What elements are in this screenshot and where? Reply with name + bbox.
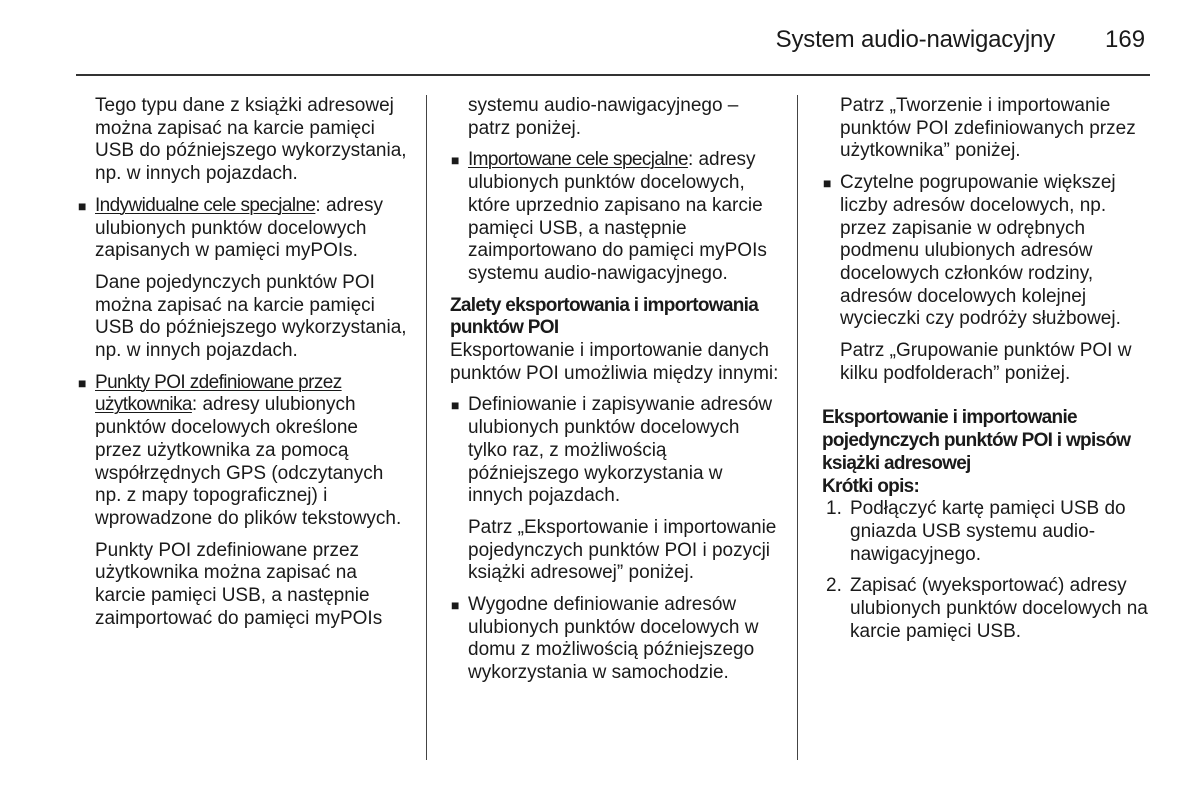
paragraph: Patrz „Grupowanie punktów POI w kilku podfolderach” poniżej. — [840, 340, 1132, 384]
paragraph: systemu audio-nawigacyjnego – patrz poniżej. — [468, 95, 739, 139]
column-3 — [822, 95, 1154, 643]
column-divider-2 — [797, 95, 798, 760]
column-1 — [77, 95, 407, 630]
list-item — [77, 372, 407, 531]
running-title: System audio-nawigacyjny — [775, 26, 1055, 53]
column-2 — [450, 95, 780, 685]
definition: : adresy ulubionych punktów docelowych, które uprzednio zapisano na karcie pamięci USB, a następnie zaimportowano do pamięci myPOIs systemu audio-nawigacyjnego. — [468, 149, 767, 284]
bullet-icon: ■ — [451, 597, 460, 614]
section-heading: Zalety eksportowania i importowania punktów POI — [450, 294, 759, 339]
step-text: Podłączyć kartę pamięci USB do gniazda USB systemu audio-nawigacyjnego. — [850, 498, 1126, 565]
section-heading: Eksportowanie i importowanie pojedynczych punktów POI i wpisów książki adresowej — [822, 407, 1131, 474]
page-number: 169 — [1105, 26, 1146, 53]
column-divider-1 — [426, 95, 427, 760]
bullet-icon: ■ — [451, 397, 460, 414]
list-item-text: Czytelne pogrupowanie większej liczby adresów docelowych, np. przez zapisanie w odrębnych podmenu ulubionych adresów docelowych członków rodziny, adresów docelowych kolejnej wycieczki czy podróży służbowej. — [840, 172, 1121, 330]
bullet-icon: ■ — [78, 374, 87, 391]
step-text: Zapisać (wyeksportować) adresy ulubionych punktów docelowych na karcie pamięci USB. — [850, 575, 1148, 642]
paragraph: Patrz „Eksportowanie i importowanie pojedynczych punktów POI i pozycji książki adresowej” poniżej. — [468, 516, 777, 584]
numbered-step — [822, 575, 1154, 643]
bullet-icon: ■ — [78, 197, 87, 214]
list-item-text: Wygodne definiowanie adresów ulubionych punktów docelowych w domu z możliwością późniejszego wykorzystania w samochodzie. — [468, 594, 759, 684]
paragraph: Eksportowanie i importowanie danych punktów POI umożliwia między innymi: — [450, 340, 779, 384]
list-item — [77, 195, 407, 263]
list-item — [450, 149, 780, 285]
definition: : adresy ulubionych punktów docelowych określone przez użytkownika za pomocą współrzędnych GPS (odczytanych np. z mapy topograficznej) i wprowadzone do plików tekstowych. — [95, 394, 402, 529]
paragraph: Tego typu dane z książki adresowej można zapisać na karcie pamięci USB do późniejszego wykorzystania, np. w innych pojazdach. — [95, 95, 407, 185]
term: Importowane cele specjalne — [468, 149, 688, 171]
bullet-icon: ■ — [451, 152, 460, 169]
subheading: Krótki opis: — [822, 475, 920, 497]
numbered-step — [822, 498, 1154, 566]
list-item — [450, 594, 780, 685]
paragraph: Dane pojedynczych punktów POI można zapisać na karcie pamięci USB do późniejszego wykorzystania, np. w innych pojazdach. — [95, 271, 407, 362]
paragraph: Patrz „Tworzenie i importowanie punktów POI zdefiniowanych przez użytkownika” poniżej. — [840, 95, 1136, 162]
header-rule — [76, 74, 1150, 76]
term: Indywidualne cele specjalne — [95, 194, 316, 216]
step-number: 2. — [826, 575, 842, 597]
step-number: 1. — [826, 498, 842, 520]
paragraph: Punkty POI zdefiniowane przez użytkownika można zapisać na karcie pamięci USB, a następnie zaimportować do pamięci myPOIs — [95, 539, 383, 629]
list-item — [450, 394, 780, 508]
bullet-icon: ■ — [823, 175, 832, 192]
list-item — [822, 172, 1154, 331]
term: Punkty POI zdefiniowane przez użytkownika — [95, 371, 342, 416]
definition: : adresy ulubionych punktów docelowych zapisanych w pamięci myPOIs. — [95, 194, 383, 262]
list-item-text: Definiowanie i zapisywanie adresów ulubionych punktów docelowych tylko raz, z możliwością późniejszego wykorzystania w innych pojazdach. — [468, 394, 773, 507]
